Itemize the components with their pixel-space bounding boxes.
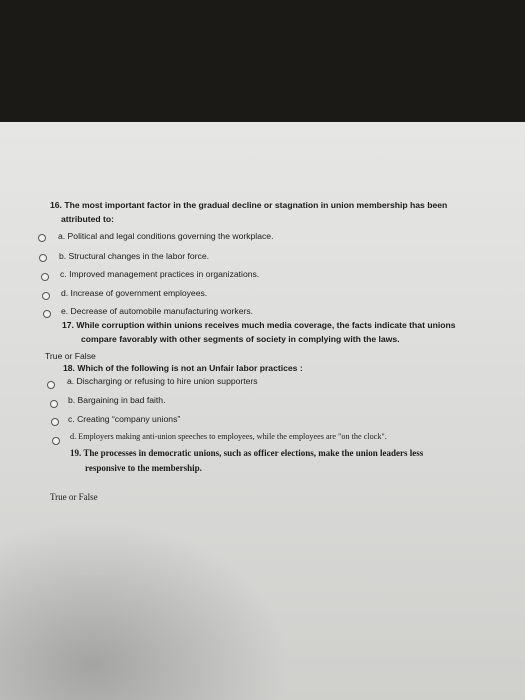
q16-option-c: c. Improved management practices in organizations.	[60, 269, 260, 279]
q17-question-line1: 17. While corruption within unions receives much media coverage, the facts indicate that unions	[62, 320, 456, 330]
q16-radio-a[interactable]	[38, 234, 46, 242]
q18-option-b: b. Bargaining in bad faith.	[68, 395, 166, 405]
q16-radio-b[interactable]	[39, 254, 47, 262]
q18-option-d: d. Employers making anti-union speeches to employees, while the employees are "on the clock".	[70, 432, 387, 441]
q16-radio-e[interactable]	[43, 310, 51, 318]
q18-question: 18. Which of the following is not an Unfair labor practices :	[63, 363, 303, 373]
q18-option-c: c. Creating “company unions”	[68, 414, 181, 424]
q18-radio-a[interactable]	[47, 381, 55, 389]
q19-question-line1: 19. The processes in democratic unions, such as officer elections, make the union leaders less	[70, 448, 424, 458]
q17-answer-hint: True or False	[45, 351, 96, 361]
q16-option-b: b. Structural changes in the labor force.	[59, 251, 209, 261]
q19-question-line2: responsive to the membership.	[85, 463, 202, 473]
q17-question-line2: compare favorably with other segments of society in complying with the laws.	[81, 334, 400, 344]
q16-option-d: d. Increase of government employees.	[61, 288, 208, 298]
q16-radio-d[interactable]	[42, 292, 50, 300]
q18-option-a: a. Discharging or refusing to hire union supporters	[67, 376, 258, 386]
q18-radio-c[interactable]	[51, 418, 59, 426]
paper-sheet	[0, 122, 525, 700]
q16-question-line1: 16. The most important factor in the gradual decline or stagnation in union membership has been	[50, 200, 448, 210]
q16-option-a: a. Political and legal conditions governing the workplace.	[58, 231, 274, 241]
q18-radio-b[interactable]	[50, 400, 58, 408]
q16-option-e: e. Decrease of automobile manufacturing workers.	[61, 306, 254, 316]
q16-radio-c[interactable]	[41, 273, 49, 281]
q19-answer-hint: True or False	[50, 492, 98, 502]
q16-question-line2: attributed to:	[61, 214, 114, 224]
q18-radio-d[interactable]	[52, 437, 60, 445]
